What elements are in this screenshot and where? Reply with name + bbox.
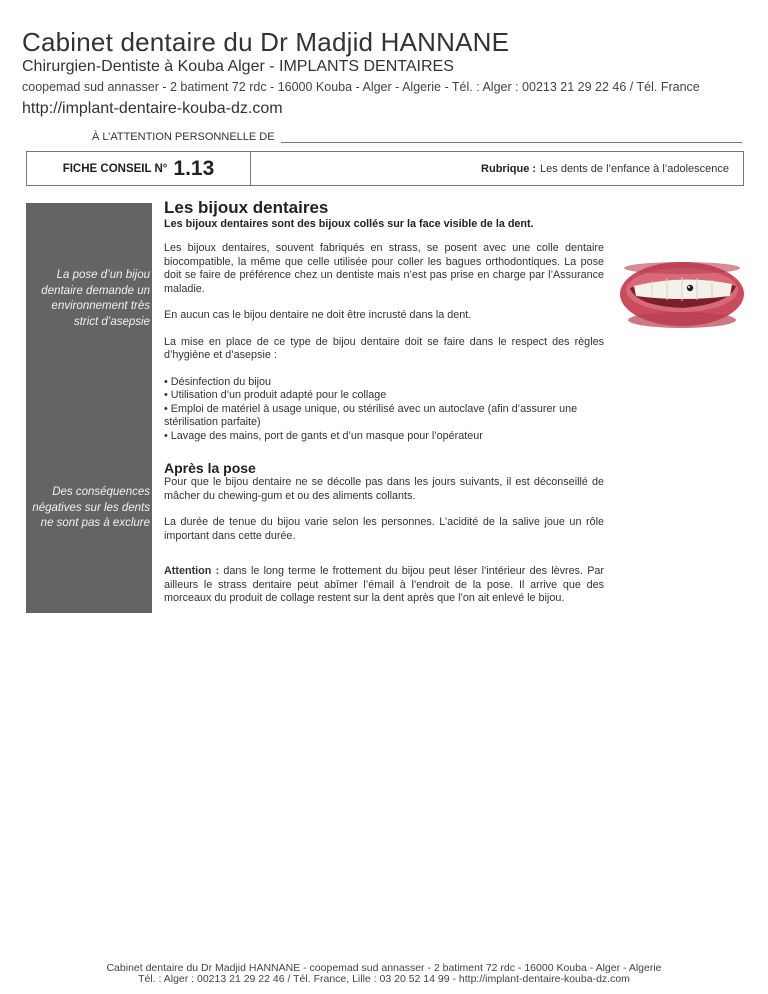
sidebar-panel bbox=[26, 203, 152, 613]
section-subtitle-bijoux: Les bijoux dentaires sont des bijoux collés sur la face visible de la dent. bbox=[164, 218, 534, 230]
rubrique-cell bbox=[251, 152, 743, 185]
rubrique-label: Rubrique : bbox=[481, 162, 537, 175]
fiche-number-cell bbox=[27, 152, 251, 185]
fiche-number: 1.13 bbox=[173, 156, 215, 180]
rubrique-value: Les dents de l’enfance à l’adolescence bbox=[540, 162, 729, 175]
document-header bbox=[22, 28, 762, 119]
footer-line-2: Tél. : Alger : 00213 21 29 22 46 / Tél. France, Lille : 03 20 52 14 99 - http://implant-dentaire-kouba-dz.com bbox=[138, 973, 630, 985]
footer-line-1: Cabinet dentaire du Dr Madjid HANNANE - coopemad sud annasser - 2 batiment 72 rdc - 16000 Kouba - Alger - Algerie bbox=[106, 962, 662, 974]
attention-text: dans le long terme le frottement du bijou peut léser l’intérieur des lèvres. Par ailleurs le strass dentaire peut abîmer l’émail à l’endroit de la pose. Il arrive que des morceaux du produit de collage restent sur la dent après que l’on ait enlevé le bijou. bbox=[164, 565, 605, 604]
paragraph: La durée de tenue du bijou varie selon les personnes. L’acidité de la salive joue un rôle important dans cette durée. bbox=[164, 516, 604, 542]
list-item: • Utilisation d’un produit adapté pour le collage bbox=[164, 389, 604, 403]
attention-bold-label: Attention : bbox=[164, 565, 220, 577]
fiche-label: FICHE CONSEIL N° bbox=[62, 162, 168, 175]
sidebar-note-consequences: Des conséquences négatives sur les dents ne sont pas à exclure bbox=[32, 486, 150, 529]
sidebar-note-asepsie: La pose d’un bijou dentaire demande un environnement très strict d’asepsie bbox=[41, 269, 150, 328]
section-title-apres-pose: Après la pose bbox=[164, 460, 256, 476]
asepsie-list bbox=[164, 376, 604, 444]
smile-jewel-photo bbox=[612, 250, 744, 338]
clinic-title: Cabinet dentaire du Dr Madjid HANNANE bbox=[22, 27, 510, 57]
fiche-conseil-box bbox=[26, 151, 744, 186]
document-footer bbox=[0, 963, 768, 985]
attention-line bbox=[92, 131, 742, 143]
list-item: • Désinfection du bijou bbox=[164, 376, 604, 390]
paragraph: Pour que le bijou dentaire ne se décolle pas dans les jours suivants, il est déconseillé de mâcher du chewing-gum et ou des aliments collants. bbox=[164, 476, 604, 502]
paragraph: Les bijoux dentaires, souvent fabriqués en strass, se posent avec une colle dentaire biocompatible, la même que celle utilisée pour coller les bagues orthodontiques. La pose doit se faire de préférence chez un dentiste mais n’est pas prise en charge par l’Assurance maladie. bbox=[164, 242, 604, 295]
clinic-subtitle: Chirurgien-Dentiste à Kouba Alger - IMPLANTS DENTAIRES bbox=[22, 58, 454, 75]
list-item: • Lavage des mains, port de gants et d’un masque pour l’opérateur bbox=[164, 430, 604, 444]
clinic-address: coopemad sud annasser - 2 batiment 72 rdc - 16000 Kouba - Alger - Algerie - Tél. : Alger : 00213 21 29 22 46 / Tél. France bbox=[22, 80, 700, 94]
attention-blank-line bbox=[281, 133, 742, 143]
section1-body bbox=[164, 242, 604, 443]
list-item: • Emploi de matériel à usage unique, ou stérilisé avec un autoclave (afin d’assurer une stérilisation parfaite) bbox=[164, 403, 604, 430]
paragraph: En aucun cas le bijou dentaire ne doit être incrusté dans la dent. bbox=[164, 309, 472, 321]
paragraph: La mise en place de ce type de bijou dentaire doit se faire dans le respect des règles d’hygiène et d’asepsie : bbox=[164, 335, 604, 361]
attention-paragraph bbox=[164, 565, 604, 606]
attention-label: À L’ATTENTION PERSONNELLE DE bbox=[92, 131, 275, 143]
section-title-bijoux: Les bijoux dentaires bbox=[164, 198, 329, 217]
clinic-website-link[interactable]: http://implant-dentaire-kouba-dz.com bbox=[22, 100, 283, 117]
section2-body bbox=[164, 476, 604, 606]
